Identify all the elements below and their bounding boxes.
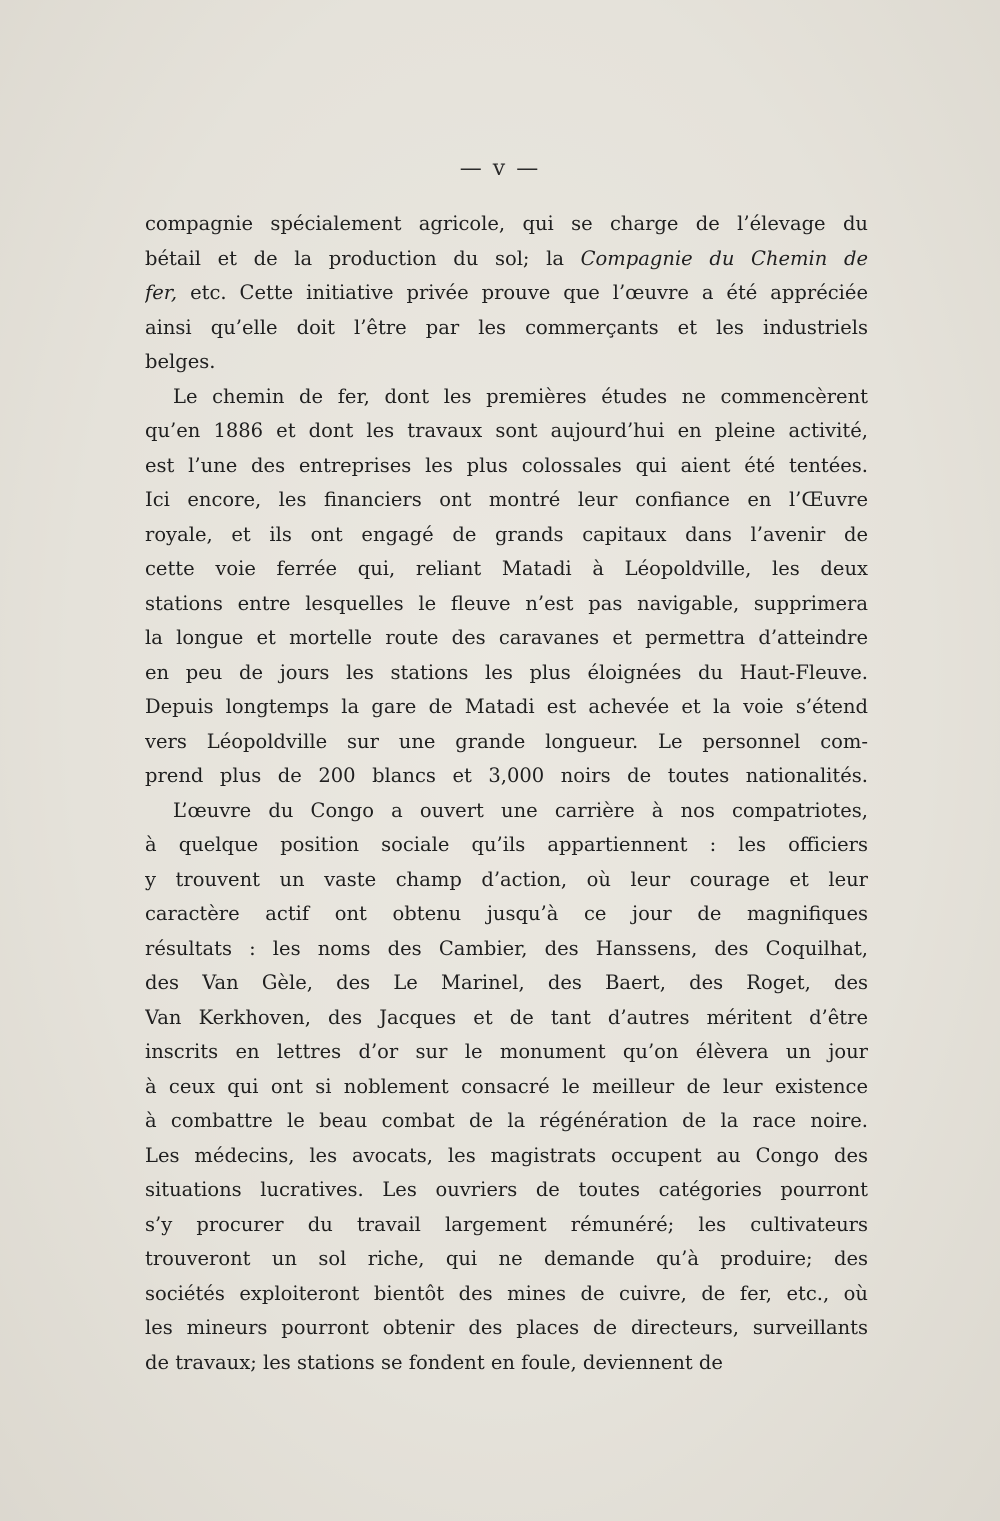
text-line: Depuis longtemps la gare de Matadi est achevée et la voie s’étend [145, 695, 868, 718]
text-line: à quelque position sociale qu’ils appartiennent : les officiers [145, 833, 868, 856]
text-line: bétail et de la production du sol; la Compagnie du Chemin de [145, 246, 868, 270]
text-line: y trouvent un vaste champ d’action, où leur courage et leur [145, 867, 868, 891]
text-line: de travaux; les stations se fondent en foule, deviennent de [145, 1350, 723, 1374]
text-line: Les médecins, les avocats, les magistrats occupent au Congo des [145, 1143, 868, 1167]
text-line: en peu de jours les stations les plus éloignées du Haut-Fleuve. [145, 660, 868, 684]
text-line: qu’en 1886 et dont les travaux sont aujourd’hui en pleine activité, [145, 419, 868, 442]
text-line: des Van Gèle, des Le Marinel, des Baert, des Roget, des [145, 971, 868, 994]
italic-text: Compagnie du Chemin de [580, 246, 868, 270]
text-line: sociétés exploiteront bientôt des mines de cuivre, de fer, etc., où [145, 1281, 868, 1305]
text-line: inscrits en lettres d’or sur le monument qu’on élèvera un jour [145, 1040, 868, 1063]
text-line: fer, etc. Cette initiative privée prouve que l’œuvre a été appréciée [145, 281, 868, 304]
text-line: caractère actif ont obtenu jusqu’à ce jour de magnifiques [145, 902, 868, 925]
italic-text: fer, [145, 281, 178, 304]
text-line: trouveront un sol riche, qui ne demande qu’à produire; des [145, 1247, 868, 1270]
text-line: est l’une des entreprises les plus colossales qui aient été tentées. [145, 453, 868, 477]
text-line: compagnie spécialement agricole, qui se charge de l’élevage du [145, 212, 868, 235]
text-line: prend plus de 200 blancs et 3,000 noirs de toutes nationalités. [145, 764, 868, 787]
text-line: Ici encore, les financiers ont montré leur confiance en l’Œuvre [145, 488, 868, 511]
text-line: à ceux qui ont si noblement consacré le meilleur de leur existence [145, 1074, 868, 1098]
text-line: L’œuvre du Congo a ouvert une carrière à nos compatriotes, [173, 798, 868, 822]
page-number: — v — [459, 156, 541, 181]
body-text [145, 207, 868, 1380]
text-line: ainsi qu’elle doit l’être par les commerçants et les industriels [145, 315, 868, 339]
text-line: à combattre le beau combat de la régénération de la race noire. [145, 1109, 868, 1132]
text-line: la longue et mortelle route des caravanes et permettra d’atteindre [145, 626, 868, 649]
text-line: Van Kerkhoven, des Jacques et de tant d’autres méritent d’être [145, 1005, 868, 1029]
text-line: vers Léopoldville sur une grande longueur. Le personnel com- [145, 729, 868, 753]
text-line: les mineurs pourront obtenir des places de directeurs, surveillants [145, 1316, 868, 1339]
text-line: belges. [145, 350, 216, 373]
text-line: s’y procurer du travail largement rémunéré; les cultivateurs [145, 1212, 868, 1236]
text-line: situations lucratives. Les ouvriers de toutes catégories pourront [145, 1178, 868, 1201]
text-line: Le chemin de fer, dont les premières études ne commencèrent [173, 384, 868, 408]
text-line: cette voie ferrée qui, reliant Matadi à Léopoldville, les deux [145, 557, 868, 580]
text-line: stations entre lesquelles le fleuve n’est pas navigable, supprimera [145, 591, 868, 615]
text-line: résultats : les noms des Cambier, des Hanssens, des Coquilhat, [145, 936, 868, 960]
text-line: royale, et ils ont engagé de grands capitaux dans l’avenir de [145, 522, 868, 546]
